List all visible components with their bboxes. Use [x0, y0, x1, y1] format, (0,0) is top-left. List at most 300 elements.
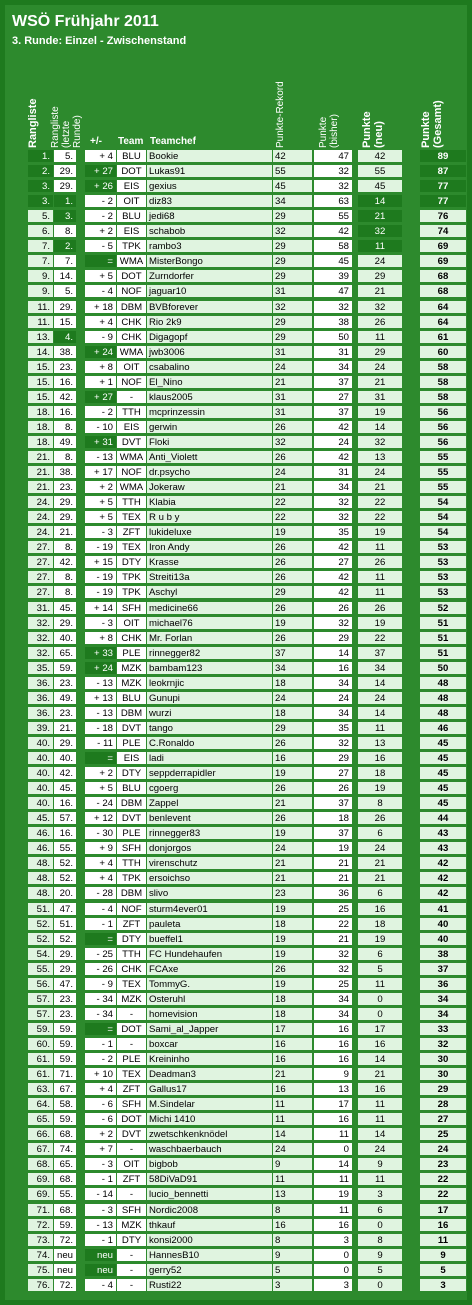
prev-rank-cell: 57.	[54, 812, 76, 824]
neu-cell: 0	[358, 1219, 402, 1231]
rank-cell: 1.	[28, 150, 53, 162]
neu-cell: 13	[358, 451, 402, 463]
team-cell: MZK	[117, 993, 146, 1005]
change-cell: + 24	[85, 346, 116, 358]
teamchef-cell: jaguar10	[147, 285, 272, 297]
team-cell: DBM	[117, 707, 146, 719]
bisher-cell: 29	[314, 752, 352, 764]
table-row	[28, 316, 468, 329]
change-cell: + 5	[85, 782, 116, 794]
team-cell: CHK	[117, 316, 146, 328]
team-cell: TTH	[117, 406, 146, 418]
teamchef-cell: waschbaerbauch	[147, 1143, 272, 1155]
bisher-cell: 0	[314, 1143, 352, 1155]
team-cell: -	[117, 1143, 146, 1155]
prev-rank-cell: 52.	[54, 872, 76, 884]
teamchef-cell: klaus2005	[147, 391, 272, 403]
neu-cell: 24	[358, 361, 402, 373]
change-cell: + 4	[85, 150, 116, 162]
teamchef-cell: C.Ronaldo	[147, 737, 272, 749]
gesamt-cell: 58	[420, 391, 466, 403]
change-cell: + 9	[85, 842, 116, 854]
teamchef-cell: El_Nino	[147, 376, 272, 388]
rank-cell: 27.	[28, 571, 53, 583]
team-cell: PLE	[117, 1053, 146, 1065]
gesamt-cell: 42	[420, 887, 466, 899]
teamchef-cell: TommyG.	[147, 978, 272, 990]
table-row	[28, 436, 468, 449]
rank-cell: 40.	[28, 782, 53, 794]
page-subtitle: 3. Runde: Einzel - Zwischenstand	[12, 35, 187, 47]
change-cell: + 5	[85, 270, 116, 282]
bisher-cell: 55	[314, 210, 352, 222]
teamchef-cell: ersoichso	[147, 872, 272, 884]
prev-rank-cell: 65.	[54, 647, 76, 659]
table-row	[28, 1128, 468, 1141]
gesamt-cell: 51	[420, 647, 466, 659]
teamchef-cell: R u b y	[147, 511, 272, 523]
prev-rank-cell: 8.	[54, 451, 76, 463]
rank-cell: 21.	[28, 481, 53, 493]
bisher-cell: 32	[314, 301, 352, 313]
bisher-cell: 13	[314, 1083, 352, 1095]
rekord-cell: 29	[273, 316, 312, 328]
rank-cell: 11.	[28, 316, 53, 328]
table-row	[28, 857, 468, 870]
prev-rank-cell: 29.	[54, 948, 76, 960]
rank-cell: 15.	[28, 361, 53, 373]
gesamt-cell: 74	[420, 225, 466, 237]
change-cell: - 30	[85, 827, 116, 839]
teamchef-cell: bueffel1	[147, 933, 272, 945]
neu-cell: 0	[358, 1008, 402, 1020]
table-row	[28, 1023, 468, 1036]
rank-cell: 51.	[28, 903, 53, 915]
bisher-cell: 35	[314, 526, 352, 538]
gesamt-cell: 64	[420, 301, 466, 313]
bisher-cell: 34	[314, 1008, 352, 1020]
team-cell: DBM	[117, 887, 146, 899]
table-row	[28, 376, 468, 389]
teamchef-cell: Klabia	[147, 496, 272, 508]
change-cell: - 24	[85, 797, 116, 809]
change-cell: - 19	[85, 586, 116, 598]
change-cell: - 19	[85, 541, 116, 553]
prev-rank-cell: 59.	[54, 1038, 76, 1050]
rank-cell: 40.	[28, 797, 53, 809]
change-cell: + 4	[85, 316, 116, 328]
teamchef-cell: benlevent	[147, 812, 272, 824]
neu-cell: 8	[358, 797, 402, 809]
prev-rank-cell: 7.	[54, 255, 76, 267]
bisher-cell: 32	[314, 511, 352, 523]
change-cell: - 1	[85, 918, 116, 930]
change-cell: - 13	[85, 451, 116, 463]
change-cell: + 15	[85, 556, 116, 568]
gesamt-cell: 34	[420, 1008, 466, 1020]
neu-cell: 22	[358, 632, 402, 644]
change-cell: + 33	[85, 647, 116, 659]
teamchef-cell: BVBforever	[147, 301, 272, 313]
rank-cell: 24.	[28, 526, 53, 538]
bisher-cell: 32	[314, 948, 352, 960]
team-cell: TTH	[117, 857, 146, 869]
prev-rank-cell: 55.	[54, 1188, 76, 1200]
rank-cell: 57.	[28, 1008, 53, 1020]
neu-cell: 42	[358, 150, 402, 162]
prev-rank-cell: 59.	[54, 1219, 76, 1231]
change-cell: - 34	[85, 1008, 116, 1020]
rekord-cell: 32	[273, 301, 312, 313]
table-row	[28, 225, 468, 238]
prev-rank-cell: 16.	[54, 827, 76, 839]
rank-cell: 15.	[28, 391, 53, 403]
rekord-cell: 31	[273, 391, 312, 403]
gesamt-cell: 89	[420, 150, 466, 162]
prev-rank-cell: 59.	[54, 1023, 76, 1035]
bisher-cell: 17	[314, 1098, 352, 1110]
prev-rank-cell: 51.	[54, 918, 76, 930]
bisher-cell: 18	[314, 812, 352, 824]
neu-cell: 32	[358, 225, 402, 237]
header-rangliste: Rangliste	[27, 98, 39, 148]
bisher-cell: 9	[314, 1068, 352, 1080]
teamchef-cell: Michi 1410	[147, 1113, 272, 1125]
gesamt-cell: 43	[420, 827, 466, 839]
team-cell: DOT	[117, 165, 146, 177]
teamchef-cell: Lukas91	[147, 165, 272, 177]
bisher-cell: 32	[314, 496, 352, 508]
table-row	[28, 707, 468, 720]
change-cell: + 4	[85, 1083, 116, 1095]
neu-cell: 6	[358, 1204, 402, 1216]
bisher-cell: 19	[314, 842, 352, 854]
rank-cell: 36.	[28, 677, 53, 689]
rekord-cell: 31	[273, 406, 312, 418]
rekord-cell: 16	[273, 752, 312, 764]
bisher-cell: 37	[314, 827, 352, 839]
gesamt-cell: 32	[420, 1038, 466, 1050]
rekord-cell: 26	[273, 451, 312, 463]
neu-cell: 11	[358, 978, 402, 990]
rekord-cell: 23	[273, 887, 312, 899]
rekord-cell: 8	[273, 1234, 312, 1246]
bisher-cell: 26	[314, 782, 352, 794]
table-row	[28, 481, 468, 494]
teamchef-cell: bigbob	[147, 1158, 272, 1170]
table-row	[28, 812, 468, 825]
change-cell: - 9	[85, 331, 116, 343]
neu-cell: 14	[358, 677, 402, 689]
table-row	[28, 1219, 468, 1232]
bisher-cell: 47	[314, 285, 352, 297]
team-cell: BLU	[117, 692, 146, 704]
rekord-cell: 9	[273, 1158, 312, 1170]
change-cell: + 8	[85, 361, 116, 373]
team-cell: TPK	[117, 872, 146, 884]
team-cell: PLE	[117, 737, 146, 749]
neu-cell: 13	[358, 737, 402, 749]
gesamt-cell: 43	[420, 842, 466, 854]
change-cell: - 11	[85, 737, 116, 749]
bisher-cell: 37	[314, 406, 352, 418]
change-cell: - 3	[85, 617, 116, 629]
prev-rank-cell: 47.	[54, 903, 76, 915]
prev-rank-cell: 49.	[54, 692, 76, 704]
team-cell: ZFT	[117, 1173, 146, 1185]
table-row	[28, 496, 468, 509]
bisher-cell: 16	[314, 662, 352, 674]
neu-cell: 32	[358, 301, 402, 313]
neu-cell: 37	[358, 647, 402, 659]
teamchef-cell: jwb3006	[147, 346, 272, 358]
table-row	[28, 150, 468, 163]
rank-cell: 5.	[28, 210, 53, 222]
neu-cell: 14	[358, 1053, 402, 1065]
gesamt-cell: 50	[420, 662, 466, 674]
neu-cell: 24	[358, 1143, 402, 1155]
gesamt-cell: 56	[420, 406, 466, 418]
change-cell: =	[85, 752, 116, 764]
table-row	[28, 903, 468, 916]
neu-cell: 21	[358, 376, 402, 388]
teamchef-cell: rinnegger82	[147, 647, 272, 659]
teamchef-cell: schabob	[147, 225, 272, 237]
teamchef-cell: Nordic2008	[147, 1204, 272, 1216]
rekord-cell: 18	[273, 993, 312, 1005]
rank-cell: 48.	[28, 857, 53, 869]
teamchef-cell: zwetschkenknödel	[147, 1128, 272, 1140]
rank-cell: 32.	[28, 617, 53, 629]
team-cell: -	[117, 391, 146, 403]
rank-cell: 40.	[28, 752, 53, 764]
team-cell: ZFT	[117, 526, 146, 538]
neu-cell: 24	[358, 255, 402, 267]
change-cell: + 12	[85, 812, 116, 824]
teamchef-cell: homevision	[147, 1008, 272, 1020]
teamchef-cell: Floki	[147, 436, 272, 448]
neu-cell: 24	[358, 842, 402, 854]
rank-cell: 56.	[28, 978, 53, 990]
table-row	[28, 361, 468, 374]
bisher-cell: 16	[314, 1038, 352, 1050]
change-cell: - 9	[85, 978, 116, 990]
change-cell: + 2	[85, 767, 116, 779]
rank-cell: 32.	[28, 632, 53, 644]
table-row	[28, 963, 468, 976]
table-row	[28, 421, 468, 434]
prev-rank-cell: 72.	[54, 1279, 76, 1291]
prev-rank-cell: 16.	[54, 376, 76, 388]
rank-cell: 3.	[28, 195, 53, 207]
change-cell: - 6	[85, 1113, 116, 1125]
rank-cell: 67.	[28, 1143, 53, 1155]
rekord-cell: 55	[273, 165, 312, 177]
prev-rank-cell: 8.	[54, 421, 76, 433]
rank-cell: 63.	[28, 1083, 53, 1095]
team-cell: BLU	[117, 782, 146, 794]
neu-cell: 5	[358, 963, 402, 975]
table-row	[28, 285, 468, 298]
table-row	[28, 872, 468, 885]
team-cell: DTY	[117, 933, 146, 945]
rekord-cell: 24	[273, 361, 312, 373]
bisher-cell: 45	[314, 255, 352, 267]
rekord-cell: 24	[273, 842, 312, 854]
rank-cell: 71.	[28, 1204, 53, 1216]
bisher-cell: 42	[314, 451, 352, 463]
rekord-cell: 26	[273, 556, 312, 568]
rekord-cell: 34	[273, 195, 312, 207]
gesamt-cell: 37	[420, 963, 466, 975]
rekord-cell: 19	[273, 948, 312, 960]
neu-cell: 11	[358, 571, 402, 583]
table-row	[28, 978, 468, 991]
gesamt-cell: 45	[420, 797, 466, 809]
rank-cell: 45.	[28, 812, 53, 824]
table-row	[28, 737, 468, 750]
rekord-cell: 11	[273, 1173, 312, 1185]
gesamt-cell: 52	[420, 602, 466, 614]
table-row	[28, 1158, 468, 1171]
rekord-cell: 8	[273, 1204, 312, 1216]
neu-cell: 24	[358, 692, 402, 704]
team-cell: -	[117, 1249, 146, 1261]
rekord-cell: 21	[273, 872, 312, 884]
change-cell: - 3	[85, 1204, 116, 1216]
bisher-cell: 35	[314, 722, 352, 734]
team-cell: -	[117, 1279, 146, 1291]
teamchef-cell: Zappel	[147, 797, 272, 809]
rank-cell: 35.	[28, 662, 53, 674]
team-cell: DTY	[117, 556, 146, 568]
table-row	[28, 617, 468, 630]
bisher-cell: 16	[314, 1219, 352, 1231]
neu-cell: 26	[358, 812, 402, 824]
header-rangliste-letzte: Rangliste (letzte Runde)	[50, 106, 83, 148]
bisher-cell: 39	[314, 270, 352, 282]
bisher-cell: 11	[314, 1204, 352, 1216]
neu-cell: 29	[358, 346, 402, 358]
prev-rank-cell: 21.	[54, 722, 76, 734]
rank-cell: 9.	[28, 270, 53, 282]
teamchef-cell: thkauf	[147, 1219, 272, 1231]
change-cell: - 3	[85, 526, 116, 538]
team-cell: DTY	[117, 767, 146, 779]
teamchef-cell: HannesB10	[147, 1249, 272, 1261]
team-cell: -	[117, 1188, 146, 1200]
gesamt-cell: 22	[420, 1173, 466, 1185]
bisher-cell: 63	[314, 195, 352, 207]
teamchef-cell: Streiti13a	[147, 571, 272, 583]
neu-cell: 16	[358, 903, 402, 915]
table-row	[28, 451, 468, 464]
team-cell: TTH	[117, 496, 146, 508]
neu-cell: 55	[358, 165, 402, 177]
rank-cell: 57.	[28, 993, 53, 1005]
change-cell: - 34	[85, 993, 116, 1005]
gesamt-cell: 23	[420, 1158, 466, 1170]
teamchef-cell: pauleta	[147, 918, 272, 930]
prev-rank-cell: 68.	[54, 1204, 76, 1216]
change-cell: + 26	[85, 180, 116, 192]
change-cell: - 2	[85, 195, 116, 207]
prev-rank-cell: 20.	[54, 887, 76, 899]
rank-cell: 76.	[28, 1279, 53, 1291]
neu-cell: 11	[358, 586, 402, 598]
rank-cell: 48.	[28, 887, 53, 899]
neu-cell: 11	[358, 1098, 402, 1110]
rekord-cell: 13	[273, 1188, 312, 1200]
change-cell: - 18	[85, 722, 116, 734]
rekord-cell: 32	[273, 436, 312, 448]
table-row	[28, 1038, 468, 1051]
table-row	[28, 331, 468, 344]
gesamt-cell: 22	[420, 1188, 466, 1200]
change-cell: - 28	[85, 887, 116, 899]
neu-cell: 11	[358, 541, 402, 553]
table-row	[28, 1008, 468, 1021]
neu-cell: 22	[358, 496, 402, 508]
neu-cell: 0	[358, 1279, 402, 1291]
prev-rank-cell: 47.	[54, 978, 76, 990]
rekord-cell: 26	[273, 571, 312, 583]
neu-cell: 3	[358, 1188, 402, 1200]
bisher-cell: 11	[314, 1128, 352, 1140]
table-row	[28, 1249, 468, 1262]
team-cell: -	[117, 1038, 146, 1050]
table-row	[28, 722, 468, 735]
team-cell: DVT	[117, 812, 146, 824]
teamchef-cell: Krasse	[147, 556, 272, 568]
table-row	[28, 240, 468, 253]
table-row	[28, 782, 468, 795]
rank-cell: 11.	[28, 301, 53, 313]
prev-rank-cell: 59.	[54, 1113, 76, 1125]
teamchef-cell: tango	[147, 722, 272, 734]
table-row	[28, 541, 468, 554]
rekord-cell: 34	[273, 662, 312, 674]
table-row	[28, 1234, 468, 1247]
rekord-cell: 16	[273, 1219, 312, 1231]
bisher-cell: 32	[314, 180, 352, 192]
bisher-cell: 21	[314, 933, 352, 945]
change-cell: + 13	[85, 692, 116, 704]
prev-rank-cell: 14.	[54, 270, 76, 282]
teamchef-cell: Osteruhl	[147, 993, 272, 1005]
rank-cell: 32.	[28, 647, 53, 659]
rank-cell: 6.	[28, 225, 53, 237]
team-cell: TTH	[117, 948, 146, 960]
rank-cell: 27.	[28, 556, 53, 568]
teamchef-cell: Digagopf	[147, 331, 272, 343]
neu-cell: 11	[358, 331, 402, 343]
gesamt-cell: 40	[420, 933, 466, 945]
bisher-cell: 27	[314, 391, 352, 403]
neu-cell: 16	[358, 752, 402, 764]
gesamt-cell: 61	[420, 331, 466, 343]
change-cell: - 2	[85, 1053, 116, 1065]
gesamt-cell: 30	[420, 1053, 466, 1065]
rank-cell: 24.	[28, 496, 53, 508]
prev-rank-cell: 21.	[54, 526, 76, 538]
gesamt-cell: 58	[420, 361, 466, 373]
neu-cell: 31	[358, 391, 402, 403]
rekord-cell: 3	[273, 1279, 312, 1291]
rekord-cell: 26	[273, 812, 312, 824]
teamchef-cell: FC Hundehaufen	[147, 948, 272, 960]
rekord-cell: 17	[273, 1023, 312, 1035]
